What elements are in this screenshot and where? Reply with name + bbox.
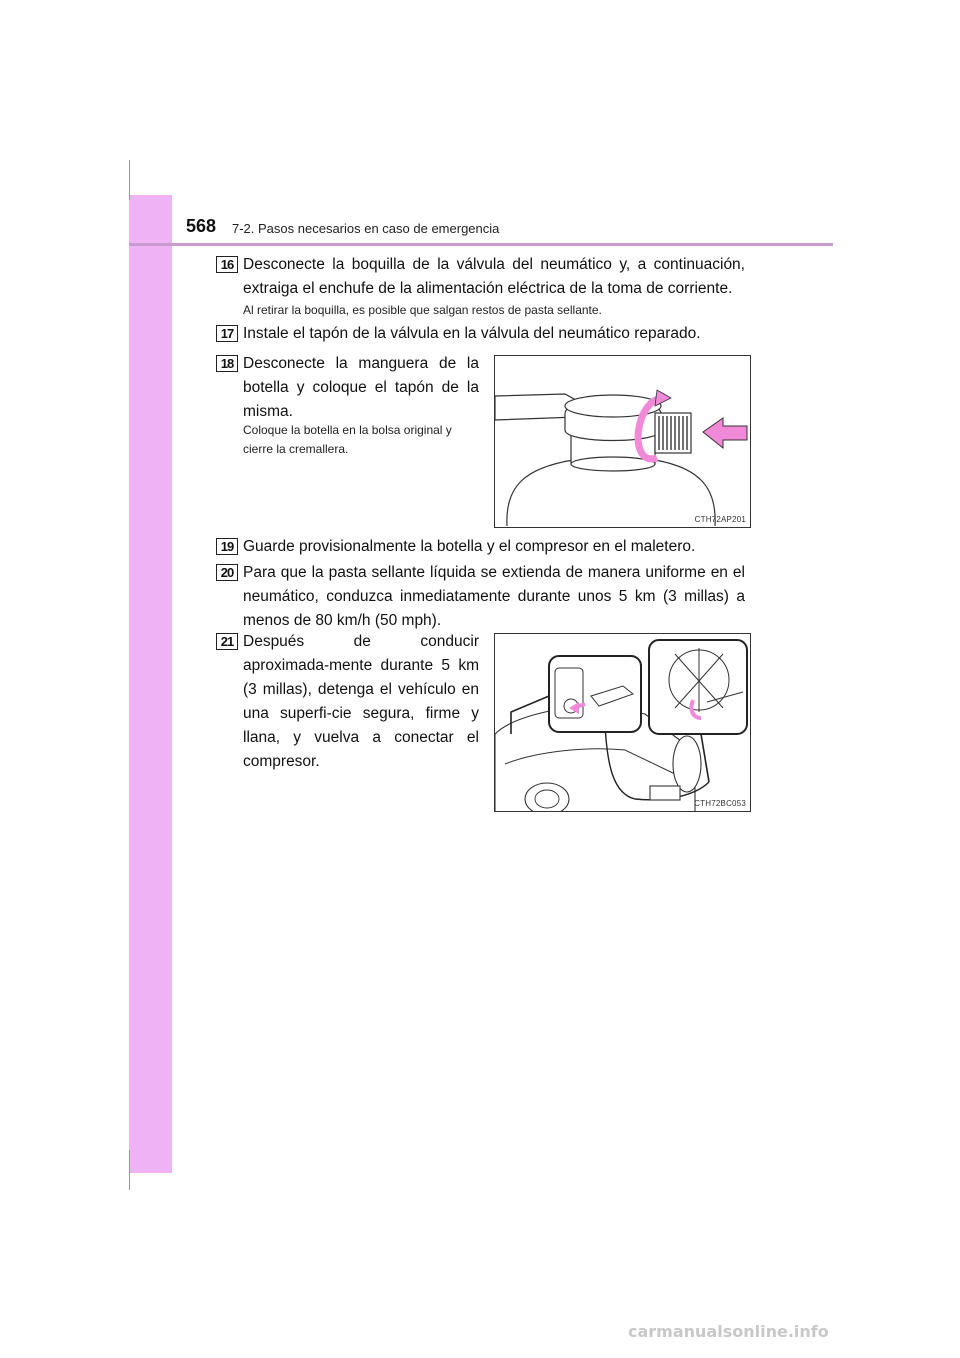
step-number-17: 17 bbox=[216, 325, 238, 342]
bottle-cap-icon bbox=[495, 356, 751, 528]
step-18-text: Desconecte la manguera de la botella y coloque el tapón de la misma. bbox=[243, 355, 479, 420]
figure-compressor bbox=[494, 633, 751, 812]
step-16-note: Al retirar la boquilla, es posible que salgan restos de pasta sellante. bbox=[243, 303, 602, 317]
figure-code: CTH72BC053 bbox=[694, 799, 746, 808]
figure-bottle-cap bbox=[494, 355, 751, 528]
header-rule bbox=[129, 243, 833, 246]
compressor-connection-icon bbox=[495, 634, 751, 812]
page-number: 568 bbox=[186, 216, 217, 236]
step-number-19: 19 bbox=[216, 538, 238, 555]
crop-mark bbox=[129, 160, 130, 200]
step-number-21: 21 bbox=[216, 633, 238, 650]
crop-mark bbox=[129, 1150, 130, 1190]
step-17-text: Instale el tapón de la válvula en la válvula del neumático reparado. bbox=[243, 325, 701, 342]
watermark: carmanualsonline.info bbox=[628, 1322, 829, 1341]
step-number-20: 20 bbox=[216, 564, 238, 581]
step-number-16: 16 bbox=[216, 256, 238, 273]
step-21-text: Después de conducir aproximada-mente durante 5 km (3 millas), detenga el vehículo en una superfi-cie segura, firme y llana, y vuelva a conectar el compresor. bbox=[243, 633, 479, 770]
side-tab bbox=[129, 195, 172, 1173]
step-18-note: Coloque la botella en la bolsa original y cierre la cremallera. bbox=[243, 423, 452, 456]
figure-code: CTH72AP201 bbox=[694, 515, 746, 524]
step-number-18: 18 bbox=[216, 355, 238, 372]
step-19-text: Guarde provisionalmente la botella y el compresor en el maletero. bbox=[243, 538, 696, 555]
step-16-text: Desconecte la boquilla de la válvula del neumático y, a continuación, extraiga el enchufe de la alimentación eléctrica de la toma de corriente. bbox=[243, 256, 745, 297]
step-20-text: Para que la pasta sellante líquida se extienda de manera uniforme en el neumático, conduzca inmediatamente durante unos 5 km (3 millas) a menos de 80 km/h (50 mph). bbox=[243, 564, 745, 629]
section-title: 7-2. Pasos necesarios en caso de emergencia bbox=[232, 221, 500, 236]
